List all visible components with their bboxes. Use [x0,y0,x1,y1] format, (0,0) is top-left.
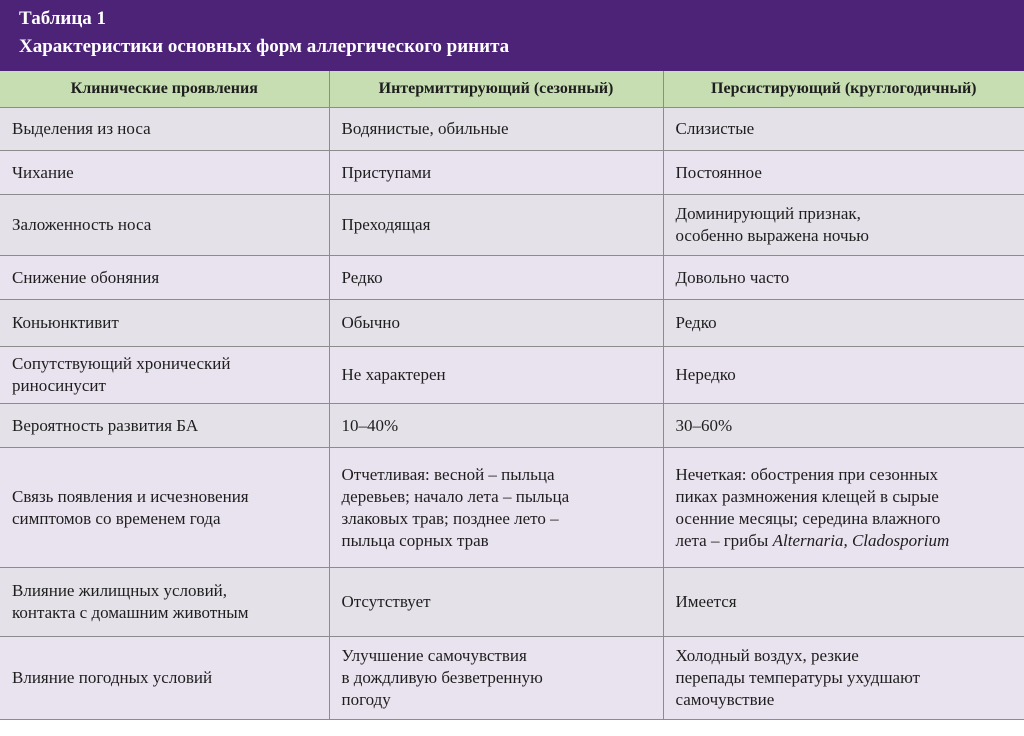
table-row [0,637,1024,720]
cell-clinical [0,256,329,300]
cell-line: перепады температуры ухудшают [675,668,920,687]
header-row [0,71,1024,108]
cell-intermittent [329,347,663,404]
header-intermittent: Интермиттирующий (сезонный) [329,71,663,108]
cell-persistent [663,347,1024,404]
cell-line: 30–60% [675,415,733,435]
cell-intermittent [329,256,663,300]
cell-line: 10–40% [341,415,399,435]
cell-line: Не характерен [341,365,446,384]
cell-line: Влияние жилищных условий, [12,581,228,600]
cell-persistent [663,404,1024,448]
cell-line: Коньюнктивит [12,313,119,332]
table-label: Таблица 1 [19,8,107,29]
table-row [0,108,1024,151]
cell-clinical [0,637,329,720]
cell-line: погоду [341,690,391,709]
cell-line-text: лета – грибы [675,530,773,550]
cell-intermittent [329,637,663,720]
table-row [0,404,1024,448]
cell-line: Имеется [675,592,737,611]
table-row [0,347,1024,404]
table-title-band [0,0,1024,71]
cell-line: Отчетливая: весной – пыльца [341,464,555,484]
cell-clinical [0,300,329,347]
cell-persistent [663,448,1024,568]
rhinitis-table [0,71,1024,720]
cell-clinical [0,108,329,151]
cell-persistent [663,195,1024,256]
cell-line: деревьев; начало лета – пыльца [341,486,570,506]
table-row [0,256,1024,300]
cell-clinical [0,404,329,448]
cell-intermittent [329,300,663,347]
cell-line: Нередко [675,365,736,384]
cell-clinical [0,195,329,256]
cell-line: Приступами [341,162,432,182]
cell-line: Влияние погодных условий [12,668,213,687]
cell-line: Снижение обоняния [12,267,160,287]
cell-intermittent [329,195,663,256]
table-row [0,151,1024,195]
cell-line: риносинусит [12,376,106,395]
cell-line: пиках размножения клещей в сырые [675,486,939,506]
cell-line [676,530,1015,552]
header-clinical: Клинические проявления [0,71,329,108]
cell-line: в дождливую безветренную [341,668,543,687]
cell-persistent [663,300,1024,347]
cell-intermittent [329,151,663,195]
cell-clinical [0,347,329,404]
table-title: Характеристики основных форм аллергического ринита [19,36,510,57]
cell-line: Довольно часто [675,267,790,287]
cell-line: Улучшение самочувствия [341,646,527,665]
cell-line: Связь появления и исчезновения [12,486,249,506]
cell-persistent [663,151,1024,195]
cell-line: Редко [341,267,383,287]
cell-clinical [0,568,329,637]
species-names: Alternaria, Cladosporium [772,530,950,550]
cell-persistent [663,637,1024,720]
cell-intermittent [329,448,663,568]
cell-line: Обычно [341,313,400,332]
cell-line: особенно выражена ночью [675,226,869,245]
cell-intermittent [329,568,663,637]
cell-line: Слизистые [675,119,755,138]
cell-line: Водянистые, обильные [341,119,509,138]
cell-line: Вероятность развития БА [12,415,199,435]
cell-clinical [0,151,329,195]
cell-line: Холодный воздух, резкие [675,646,859,665]
cell-line: контакта с домашним животным [12,603,249,622]
cell-line: Постоянное [675,162,762,182]
cell-line: симптомов со временем года [12,508,221,528]
table-row [0,448,1024,568]
cell-line: Доминирующий признак, [675,204,861,223]
cell-line: Нечеткая: обострения при сезонных [675,464,939,484]
cell-line: Выделения из носа [12,119,151,138]
cell-line: осенние месяцы; середина влажного [675,508,941,528]
cell-line: Отсутствует [341,592,431,611]
cell-line: Чихание [12,162,74,182]
cell-line: самочувствие [675,690,775,709]
cell-line: Преходящая [341,215,431,234]
table-row [0,300,1024,347]
cell-persistent [663,568,1024,637]
cell-persistent [663,108,1024,151]
cell-line: Редко [675,313,717,332]
table-row [0,195,1024,256]
cell-line: Сопутствующий хронический [12,354,231,373]
cell-clinical [0,448,329,568]
cell-line: пыльца сорных трав [341,530,489,550]
cell-persistent [663,256,1024,300]
cell-intermittent [329,404,663,448]
header-persistent: Персистирующий (круглогодичный) [663,71,1024,108]
cell-intermittent [329,108,663,151]
cell-line: злаковых трав; позднее лето – [341,508,559,528]
cell-line: Заложенность носа [12,215,152,234]
table-row [0,568,1024,637]
